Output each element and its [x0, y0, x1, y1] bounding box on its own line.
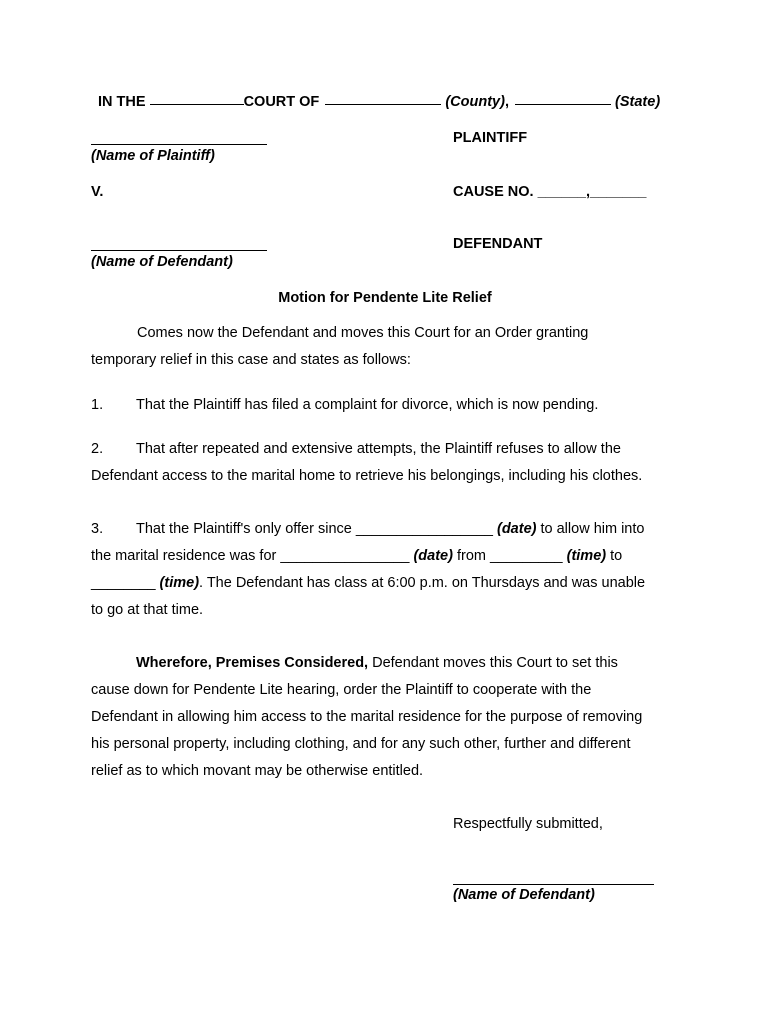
in-the-text: IN THE [98, 94, 146, 110]
item-3-text-c: the marital residence was for ________________ [91, 548, 410, 564]
item-3-text-f: ________ [91, 575, 156, 591]
item-3-text-d: from _________ [456, 548, 563, 564]
caption-comma: , [504, 94, 509, 110]
date-label-2: (date) [413, 548, 453, 564]
plaintiff-label: PLAINTIFF [453, 130, 528, 146]
wherefore-line-5: relief as to which movant may be otherwise entitled. [91, 763, 424, 779]
item-2-line-1: That after repeated and extensive attempts, the Plaintiff refuses to allow the [136, 441, 621, 457]
item-3-line-4: to go at that time. [91, 602, 204, 618]
wherefore-text-1: Defendant moves this Court to set this [372, 655, 618, 671]
court-caption-line [98, 94, 660, 110]
state-blank [515, 104, 611, 105]
county-label: (County) [445, 94, 505, 110]
cause-number: CAUSE NO. ______,_______ [453, 184, 647, 200]
signature-line [453, 884, 654, 885]
court-blank [150, 104, 244, 105]
item-1-number: 1. [91, 397, 104, 413]
versus-label: V. [91, 184, 104, 200]
item-3-line-3 [91, 575, 645, 591]
wherefore-line-1 [136, 655, 618, 671]
court-of-text: COURT OF [243, 94, 320, 110]
plaintiff-name-line [91, 144, 267, 145]
motion-title: Motion for Pendente Lite Relief [278, 290, 492, 306]
date-label-1: (date) [496, 521, 537, 537]
wherefore-line-2: cause down for Pendente Lite hearing, order the Plaintiff to cooperate with the [91, 682, 592, 698]
signature-name-label: (Name of Defendant) [453, 887, 595, 903]
defendant-label: DEFENDANT [453, 236, 543, 252]
defendant-name-line [91, 250, 267, 251]
county-blank [325, 104, 441, 105]
intro-line-2: temporary relief in this case and states as follows: [91, 352, 411, 368]
item-1-text: That the Plaintiff has filed a complaint for divorce, which is now pending. [136, 397, 599, 413]
item-2-number: 2. [91, 441, 104, 457]
intro-line-1: Comes now the Defendant and moves this Court for an Order granting [137, 325, 589, 341]
item-3-number: 3. [91, 521, 104, 537]
item-3-text-b: to allow him into [540, 521, 645, 537]
item-3-text-a: That the Plaintiff's only offer since _________________ [136, 521, 493, 537]
wherefore-line-4: his personal property, including clothing, and for any such other, further and different [91, 736, 631, 752]
defendant-name-label: (Name of Defendant) [91, 254, 233, 270]
time-label-1: (time) [566, 548, 607, 564]
item-3-text-g: . The Defendant has class at 6:00 p.m. on Thursdays and was unable [199, 575, 646, 591]
plaintiff-name-label: (Name of Plaintiff) [91, 148, 215, 164]
wherefore-lead: Wherefore, Premises Considered, [136, 655, 369, 671]
wherefore-line-3: Defendant in allowing him access to the marital residence for the purpose of removing [91, 709, 643, 725]
state-label: (State) [615, 94, 661, 110]
item-3-text-e: to [610, 548, 623, 564]
item-3-line-2 [91, 548, 622, 564]
item-3-line-1 [136, 521, 644, 537]
item-2-line-2: Defendant access to the marital home to retrieve his belongings, including his clothes. [91, 468, 643, 484]
time-label-2: (time) [159, 575, 200, 591]
closing-text: Respectfully submitted, [453, 816, 603, 832]
